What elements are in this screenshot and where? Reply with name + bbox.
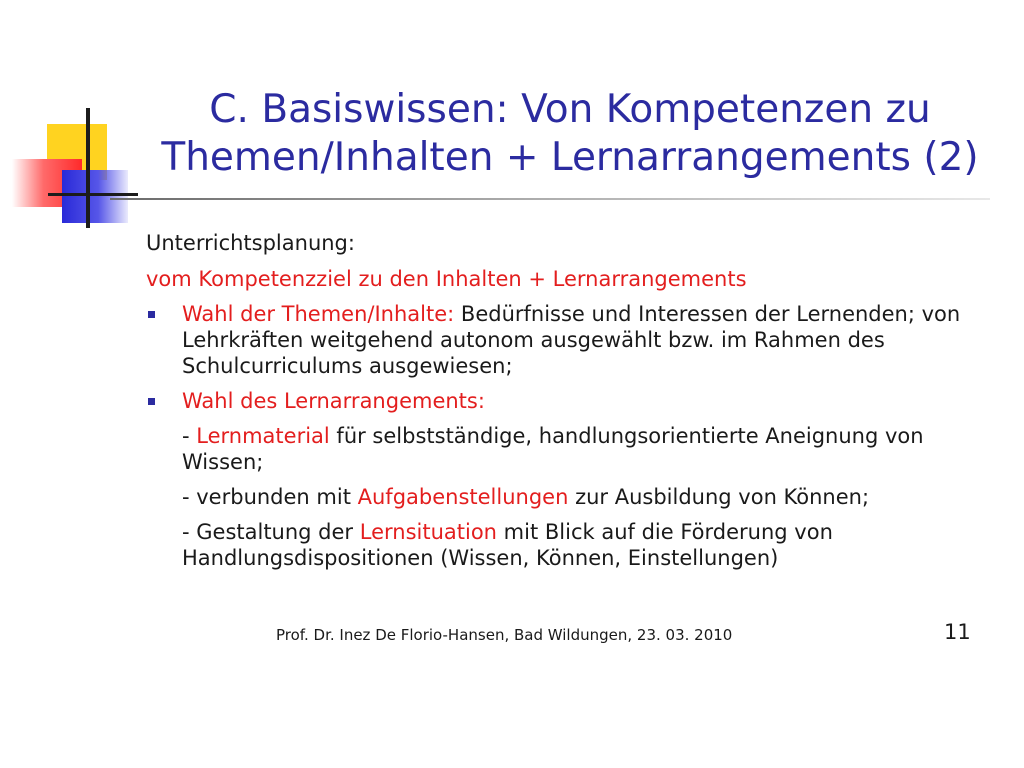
sub-item-material [146,423,996,475]
title-line-2: Themen/Inhalten + Lernarrangements (2) [161,135,979,180]
bullet-item-themes [146,301,996,379]
sub-item-prefix: - [182,424,197,448]
sub-item-text: mit Blick auf die Förderung von Handlungsdispositionen (Wissen, Können, Einstellungen) [182,520,833,570]
sub-item-situation [146,519,996,571]
bullet-text: Bedürfnisse und Interessen der Lernenden; von Lehrkräften weitgehend autonom ausgewählt bzw. im Rahmen des Schulcurriculums ausgewiesen; [182,302,961,378]
logo-horizontal-line [48,193,138,196]
sub-item-text: zur Ausbildung von Können; [568,485,870,509]
bullet-item-arrangements [146,388,996,414]
sub-item-text: für selbstständige, handlungsorientierte Aneignung von Wissen; [182,424,924,474]
slide-body [146,230,996,580]
slide-footer: Prof. Dr. Inez De Florio-Hansen, Bad Wildungen, 23. 03. 2010 [276,626,733,644]
section-subheading: vom Kompetenzziel zu den Inhalten + Lernarrangements [146,267,747,291]
sub-item-highlight: Lernsituation [359,520,497,544]
square-bullet-icon [148,311,155,318]
page-number: 11 [944,620,971,644]
logo-vertical-line [86,108,90,228]
bullet-label: Wahl des Lernarrangements: [182,389,485,413]
title-divider [110,198,990,200]
sub-item-highlight: Aufgabenstellungen [357,485,569,509]
square-bullet-icon [148,398,155,405]
sub-item-prefix: - Gestaltung der [182,520,360,544]
logo-blue-square [62,170,128,223]
title-line-1: C. Basiswissen: Von Kompetenzen zu [209,87,931,132]
sub-item-highlight: Lernmaterial [196,424,330,448]
sub-item-tasks [146,484,996,510]
bullet-label: Wahl der Themen/Inhalte: [182,302,455,326]
sub-item-prefix: - verbunden mit [182,485,358,509]
slide-title [130,86,1010,182]
section-heading: Unterrichtsplanung: [146,231,355,255]
